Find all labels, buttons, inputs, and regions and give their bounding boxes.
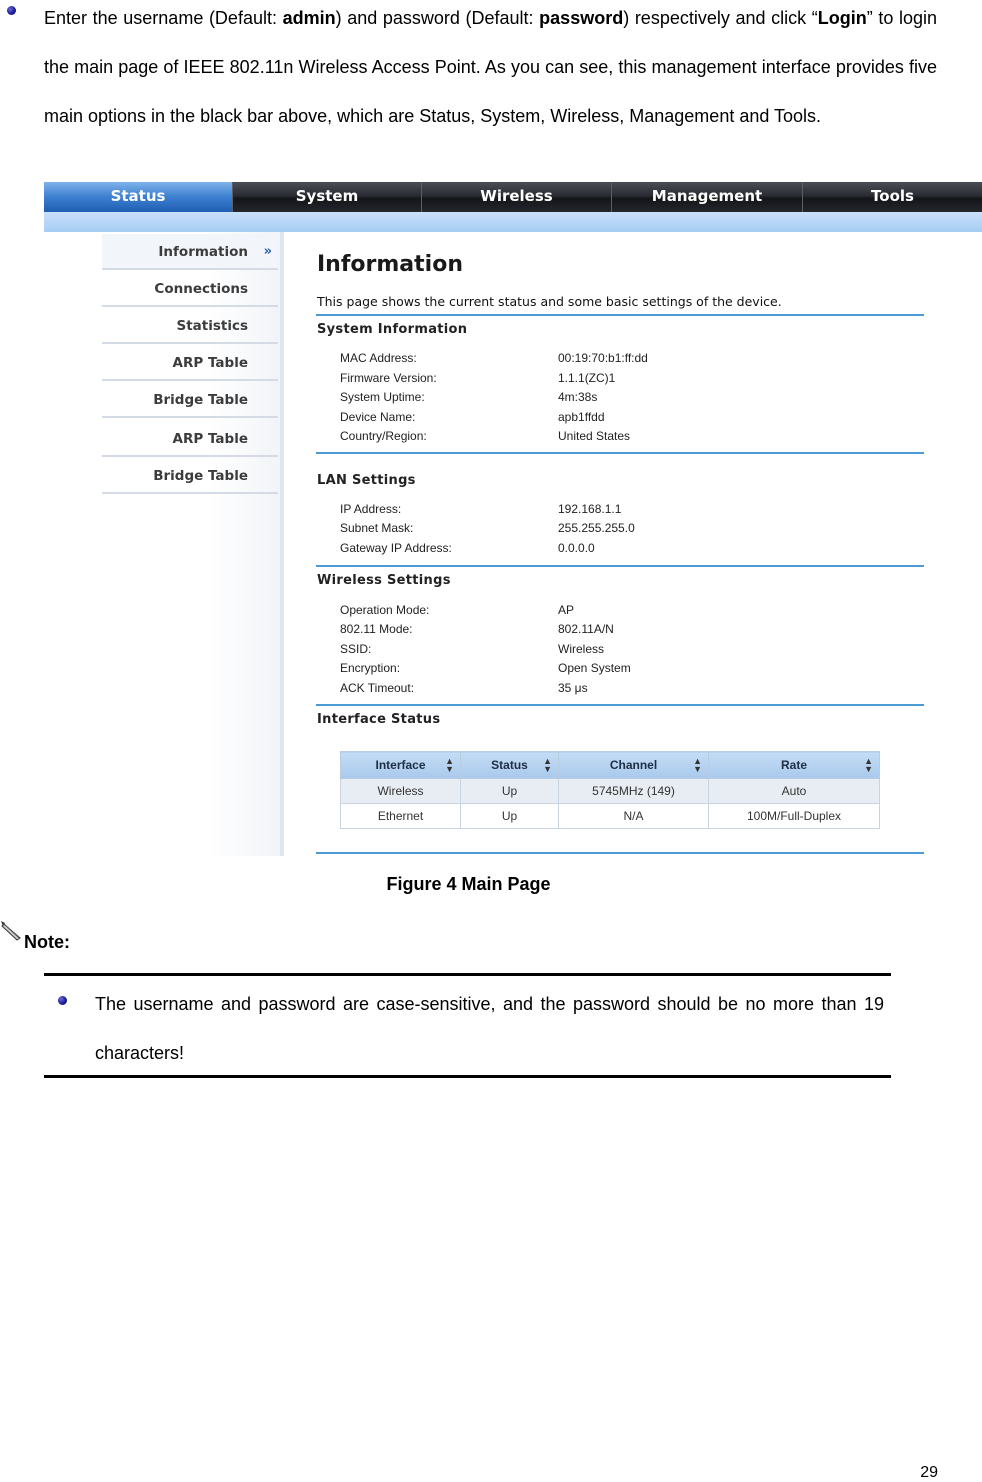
nav-tab-management[interactable]: Management <box>612 182 803 212</box>
column-header-channel[interactable] <box>559 752 709 779</box>
sidebar-item-arp-table[interactable]: ARP Table <box>102 345 278 381</box>
mac-address-value: 00:19:70:b1:ff:dd <box>558 351 648 365</box>
ssid-label: SSID: <box>340 642 372 656</box>
note-bottom-rule <box>44 1075 891 1078</box>
subnet-mask-label: Subnet Mask: <box>340 521 414 535</box>
note-label: Note: <box>24 932 70 952</box>
top-nav-bar <box>44 182 982 212</box>
device-name-label: Device Name: <box>340 410 416 424</box>
sidebar-item-statistics[interactable]: Statistics <box>102 308 278 344</box>
section-divider <box>316 704 924 706</box>
sidebar-item-label: Information <box>158 244 248 260</box>
sidebar-item-arp-table-2[interactable]: ARP Table <box>102 421 278 457</box>
table-cell: Wireless <box>341 779 461 804</box>
ack-timeout-value: 35 μs <box>558 681 588 695</box>
country-region-value: United States <box>558 429 631 443</box>
sidebar-item-bridge-table-2[interactable]: Bridge Table <box>102 458 278 494</box>
mac-address-label: MAC Address: <box>340 351 417 365</box>
column-header-label: Interface <box>375 758 426 772</box>
section-title-interface-status: Interface Status <box>317 712 441 727</box>
interface-status-table <box>340 751 880 829</box>
gateway-ip-label: Gateway IP Address: <box>340 541 452 555</box>
nav-tab-tools[interactable]: Tools <box>871 187 914 205</box>
column-header-label: Status <box>491 758 528 772</box>
ack-timeout-label: ACK Timeout: <box>340 681 415 695</box>
nav-tab-wireless[interactable]: Wireless <box>422 182 612 212</box>
table-cell: 5745MHz (149) <box>559 779 709 804</box>
intro-paragraph: Enter the username (Default: admin) and password (Default: password) respectively and click “Login” to login the main page of IEEE 802.11n Wireless Access Point. As you can see, this management interface provides five main options in the black bar above, which are Status, System, Wireless, Management and Tools. <box>44 8 937 126</box>
sub-nav-bar <box>44 212 982 232</box>
column-header-label: Channel <box>609 758 658 772</box>
table-cell: Auto <box>709 779 880 804</box>
firmware-version-label: Firmware Version: <box>340 371 437 385</box>
subnet-mask-value: 255.255.255.0 <box>558 521 635 535</box>
sidebar <box>44 232 284 856</box>
column-header-label: Rate <box>780 758 807 772</box>
operation-mode-value: AP <box>558 603 575 617</box>
ssid-value: Wireless <box>558 642 605 656</box>
sidebar-item-connections[interactable]: Connections <box>102 271 278 307</box>
note-top-rule <box>44 973 891 976</box>
sort-icon: ▲ ▼ <box>445 756 454 774</box>
table-row <box>341 804 880 829</box>
double-chevron-right-icon: » <box>263 244 272 259</box>
page-description: This page shows the current status and some basic settings of the device. <box>317 294 782 309</box>
page-title: Information <box>317 252 463 277</box>
table-cell: Ethernet <box>341 804 461 829</box>
table-cell: N/A <box>559 804 709 829</box>
column-header-interface[interactable] <box>341 752 461 779</box>
main-page-screenshot <box>44 182 982 856</box>
bullet-icon <box>7 6 16 15</box>
nav-tab-status[interactable]: Status <box>44 182 233 212</box>
table-cell: Up <box>461 804 559 829</box>
section-divider <box>316 452 924 454</box>
section-title-wireless-settings: Wireless Settings <box>317 573 451 588</box>
firmware-version-value: 1.1.1(ZC)1 <box>558 371 616 385</box>
operation-mode-label: Operation Mode: <box>340 603 430 617</box>
80211-mode-value: 802.11A/N <box>558 622 614 636</box>
encryption-value: Open System <box>558 661 631 675</box>
column-header-status[interactable] <box>461 752 559 779</box>
gateway-ip-value: 0.0.0.0 <box>558 541 595 555</box>
ip-address-label: IP Address: <box>340 502 402 516</box>
table-row <box>341 779 880 804</box>
section-divider <box>316 852 924 854</box>
column-header-rate[interactable] <box>709 752 880 779</box>
ip-address-value: 192.168.1.1 <box>558 502 622 516</box>
section-divider <box>316 565 924 567</box>
80211-mode-label: 802.11 Mode: <box>340 622 413 636</box>
section-title-system-information: System Information <box>317 322 468 337</box>
table-cell: 100M/Full-Duplex <box>709 804 880 829</box>
bullet-icon <box>58 996 67 1005</box>
section-divider <box>316 314 924 316</box>
country-region-label: Country/Region: <box>340 429 427 443</box>
sidebar-item-bridge-table[interactable]: Bridge Table <box>102 382 278 418</box>
sidebar-item-information[interactable] <box>102 234 278 270</box>
sort-icon: ▲ ▼ <box>543 756 552 774</box>
device-name-value: apb1ffdd <box>558 410 605 424</box>
sort-icon: ▲ ▼ <box>864 756 873 774</box>
section-title-lan-settings: LAN Settings <box>317 473 416 488</box>
encryption-label: Encryption: <box>340 661 401 675</box>
page-number: 29 <box>920 1464 938 1481</box>
pencil-icon <box>0 918 26 942</box>
system-uptime-value: 4m:38s <box>558 390 598 404</box>
nav-tab-system[interactable]: System <box>233 182 422 212</box>
note-text: The username and password are case-sensitive, and the password should be no more than 19 characters! <box>95 994 884 1063</box>
sort-icon: ▲ ▼ <box>693 756 702 774</box>
table-cell: Up <box>461 779 559 804</box>
system-uptime-label: System Uptime: <box>340 390 425 404</box>
figure-caption: Figure 4 Main Page <box>386 874 551 894</box>
